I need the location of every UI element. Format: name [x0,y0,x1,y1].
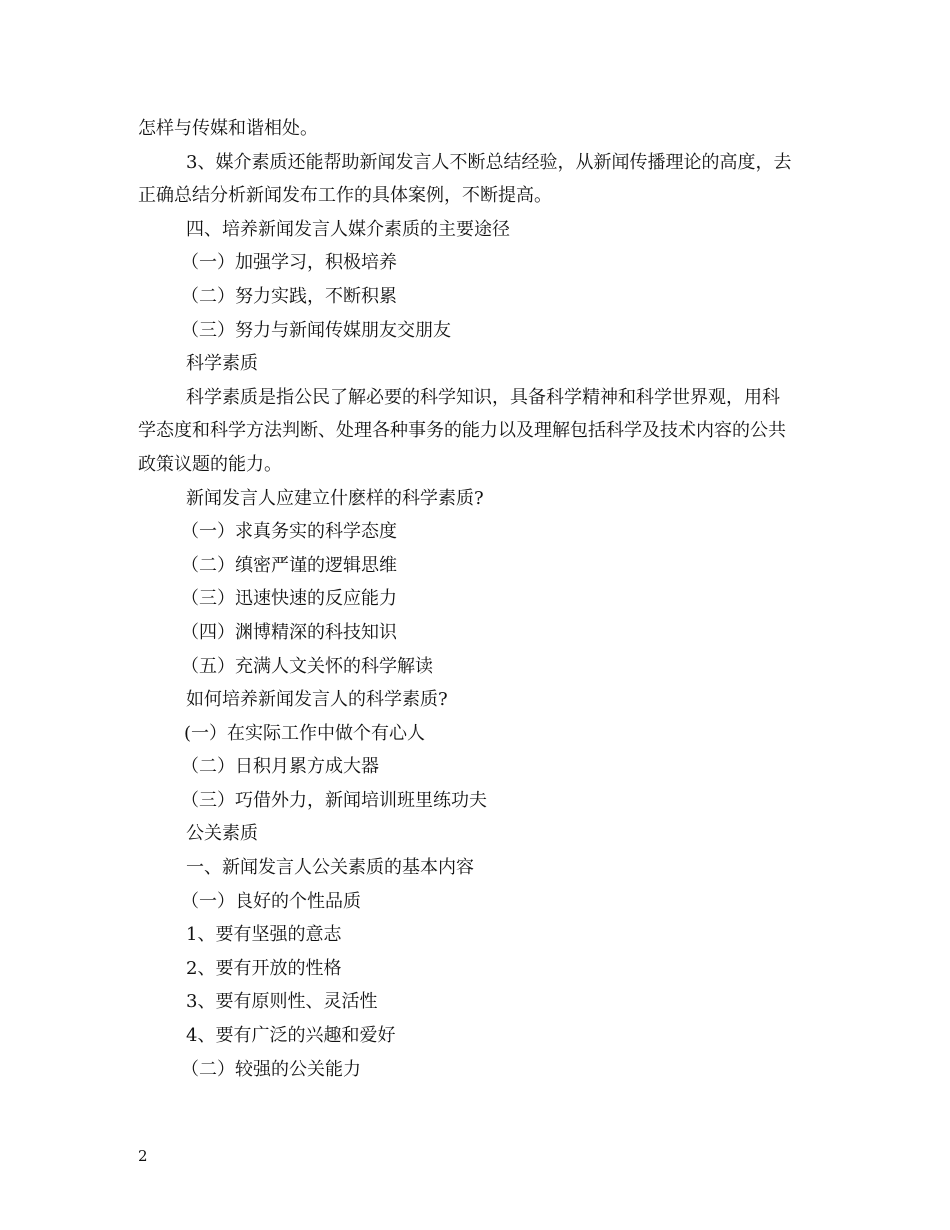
text-line: 怎样与传媒和谐相处。 [138,118,318,139]
section-heading: 科学素质 [186,353,258,375]
list-item: （一）加强学习，积极培养 [181,252,397,274]
list-item: 3、要有原则性、灵活性 [186,991,378,1013]
text-line: 科学素质是指公民了解必要的科学知识，具备科学精神和科学世界观，用科 [186,386,780,408]
section-heading: 一、新闻发言人公关素质的基本内容 [186,857,474,879]
list-item: （三）迅速快速的反应能力 [181,588,397,610]
document-body [138,112,818,1086]
list-item: 4、要有广泛的兴趣和爱好 [186,1025,396,1047]
list-item: （一）求真务实的科学态度 [181,521,397,543]
text-line: 正确总结分析新闻发布工作的具体案例，不断提高。 [138,185,552,207]
list-item: 1、要有坚强的意志 [186,924,342,946]
text-line: 政策议题的能力。 [138,453,282,475]
list-item: （二）日积月累方成大器 [181,756,379,778]
list-item: （一）良好的个性品质 [181,890,361,912]
list-item: （三）巧借外力，新闻培训班里练功夫 [181,789,487,811]
question-heading: 新闻发言人应建立什麽样的科学素质? [186,487,484,509]
list-item: （四）渊博精深的科技知识 [181,621,397,643]
list-item: （二）努力实践，不断积累 [181,285,397,307]
list-item: （三）努力与新闻传媒朋友交朋友 [181,319,451,341]
list-item: 2、要有开放的性格 [186,957,342,979]
list-item: （二）缜密严谨的逻辑思维 [181,554,397,576]
list-item: （二）较强的公关能力 [181,1058,361,1080]
list-item: (一）在实际工作中做个有心人 [184,722,426,744]
page-number: 2 [138,1147,148,1165]
list-item: （五）充满人文关怀的科学解读 [181,655,433,677]
question-heading: 如何培养新闻发言人的科学素质? [186,689,448,711]
text-line: 学态度和科学方法判断、处理各种事务的能力以及理解包括科学及技术内容的公共 [138,420,786,442]
section-heading: 公关素质 [186,823,258,845]
section-heading: 四、培养新闻发言人媒介素质的主要途径 [186,218,510,240]
text-line: 3、媒介素质还能帮助新闻发言人不断总结经验，从新闻传播理论的高度，去 [186,151,792,173]
